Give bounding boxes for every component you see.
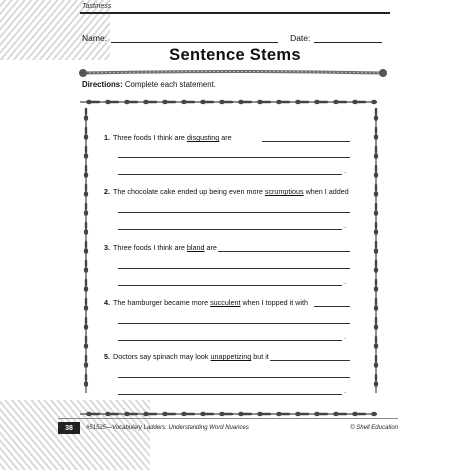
spoon-icon	[346, 412, 358, 416]
vocab-word: succulent	[210, 298, 241, 307]
spoon-border-frame	[78, 94, 384, 422]
directions-label: Directions:	[82, 80, 123, 89]
spoon-icon	[118, 100, 130, 104]
answer-line[interactable]	[262, 141, 350, 142]
name-field[interactable]	[111, 33, 278, 43]
name-date-row	[82, 33, 382, 43]
spoon-icon	[84, 115, 88, 127]
spoon-icon	[251, 100, 263, 104]
answer-line[interactable]	[118, 340, 342, 341]
spoon-icon	[84, 305, 88, 317]
answer-line[interactable]	[118, 229, 342, 230]
spoon-icon	[374, 210, 378, 222]
answer-line[interactable]	[118, 268, 350, 269]
spoon-icon	[365, 100, 377, 104]
directions-text: Complete each statement.	[122, 80, 216, 89]
spoon-icon	[289, 412, 301, 416]
answer-line[interactable]	[118, 323, 350, 324]
page-title: Sentence Stems	[169, 46, 301, 64]
spoon-icon	[374, 267, 378, 279]
spoon-icon	[137, 100, 149, 104]
spoon-icon	[175, 412, 187, 416]
spoon-icon	[84, 343, 88, 355]
header-rule	[80, 12, 390, 14]
footer-publisher: © Shell Education	[350, 425, 398, 431]
spoon-icon	[156, 412, 168, 416]
answer-line[interactable]	[118, 285, 342, 286]
spoon-icon	[84, 191, 88, 203]
answer-line[interactable]	[314, 306, 350, 307]
date-field[interactable]	[314, 33, 382, 43]
spoon-icon	[99, 100, 111, 104]
spoon-icon	[374, 134, 378, 146]
spoon-icon	[374, 381, 378, 393]
name-label: Name:	[82, 33, 108, 43]
vocab-word: scrumptious	[264, 187, 304, 196]
answer-line[interactable]	[118, 394, 342, 395]
question-4: 4. The hamburger became more succulent when I topped it with	[104, 298, 308, 307]
question-1: 1. Three foods I think are disgusting are	[104, 133, 232, 142]
spoon-icon	[84, 210, 88, 222]
footer-book-title: #51525—Vocabulary Ladders: Understanding Word Nuances	[86, 425, 249, 431]
spoon-icon	[84, 172, 88, 184]
spoon-icon	[175, 100, 187, 104]
spoon-icon	[84, 248, 88, 260]
answer-line[interactable]	[118, 157, 350, 158]
spoon-icon	[84, 134, 88, 146]
rope-divider	[75, 68, 395, 78]
vocab-word: disgusting	[186, 133, 220, 142]
vocab-word: unappetizing	[210, 352, 252, 361]
period: .	[344, 168, 346, 175]
spoon-icon	[374, 115, 378, 127]
footer-rule	[58, 418, 398, 419]
spoon-icon	[84, 381, 88, 393]
date-label: Date:	[290, 33, 311, 43]
period: .	[344, 334, 346, 341]
spoon-icon	[308, 100, 320, 104]
spoon-icon	[374, 362, 378, 374]
spoon-icon	[80, 100, 92, 104]
answer-line[interactable]	[118, 174, 342, 175]
category-label: Tastiness	[82, 3, 112, 10]
spoon-icon	[308, 412, 320, 416]
answer-line[interactable]	[118, 377, 350, 378]
spoon-icon	[374, 153, 378, 165]
spoon-icon	[194, 100, 206, 104]
answer-line[interactable]	[118, 212, 350, 213]
spoon-icon	[213, 412, 225, 416]
spoon-icon	[374, 248, 378, 260]
directions	[82, 80, 216, 89]
spoon-icon	[327, 412, 339, 416]
spoon-icon	[80, 412, 92, 416]
spoon-icon	[327, 100, 339, 104]
question-3: 3. Three foods I think are bland are	[104, 243, 217, 252]
spoon-icon	[84, 267, 88, 279]
spoon-icon	[289, 100, 301, 104]
spoon-icon	[270, 412, 282, 416]
spoon-icon	[251, 412, 263, 416]
vocab-word: bland	[186, 243, 205, 252]
spoon-icon	[84, 286, 88, 298]
spoon-icon	[213, 100, 225, 104]
spoon-icon	[137, 412, 149, 416]
answer-line[interactable]	[270, 360, 350, 361]
spoon-icon	[156, 100, 168, 104]
period: .	[344, 223, 346, 230]
spoon-icon	[84, 324, 88, 336]
footer	[58, 422, 398, 434]
page-number: 38	[58, 422, 80, 434]
spoon-icon	[84, 153, 88, 165]
spoon-border	[78, 94, 384, 422]
period: .	[344, 388, 346, 395]
spoon-icon	[346, 100, 358, 104]
spoon-icon	[232, 412, 244, 416]
spoon-icon	[374, 172, 378, 184]
spoon-icon	[374, 191, 378, 203]
spoon-icon	[99, 412, 111, 416]
spoon-icon	[374, 305, 378, 317]
spoon-icon	[374, 286, 378, 298]
spoon-icon	[194, 412, 206, 416]
spoon-icon	[84, 362, 88, 374]
spoon-icon	[270, 100, 282, 104]
spoon-icon	[232, 100, 244, 104]
spoon-icon	[374, 324, 378, 336]
spoon-icon	[84, 229, 88, 241]
question-5: 5. Doctors say spinach may look unappetizing but it	[104, 352, 269, 361]
spoon-icon	[118, 412, 130, 416]
period: .	[344, 279, 346, 286]
spoon-icon	[374, 343, 378, 355]
spoon-icon	[365, 412, 377, 416]
spoon-icon	[374, 229, 378, 241]
question-2: 2. The chocolate cake ended up being even more scrumptious when I added	[104, 187, 349, 196]
answer-line[interactable]	[218, 251, 350, 252]
